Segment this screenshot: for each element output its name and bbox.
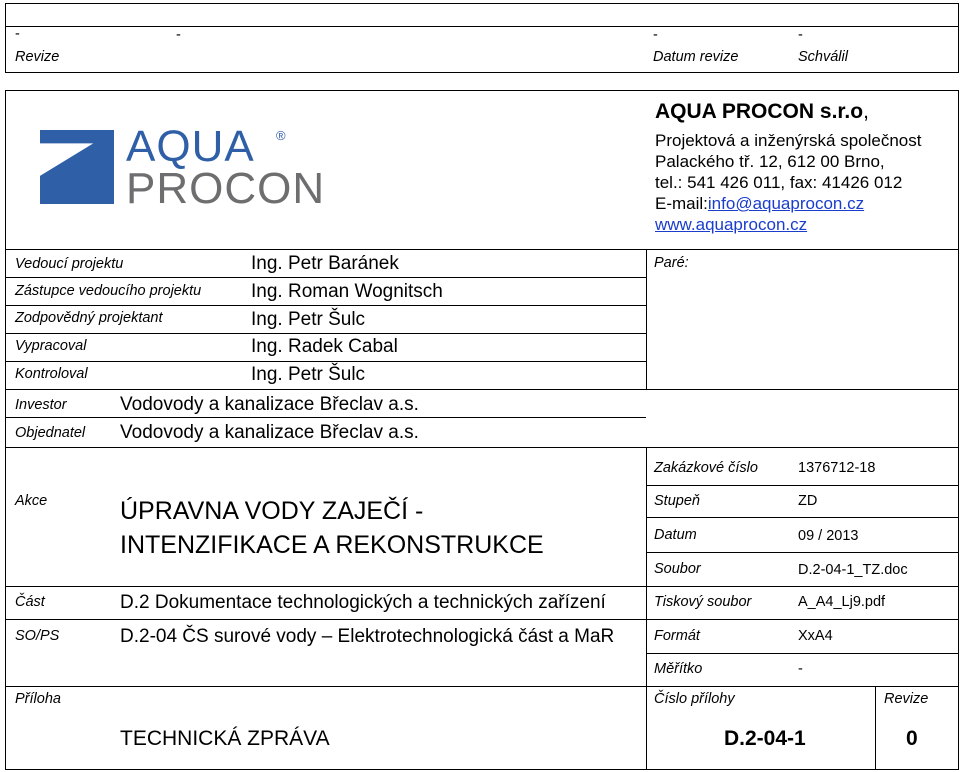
meritko-label: Měřítko [654, 661, 703, 677]
so-ps-value: D.2-04 ČS surové vody – Elektrotechnologická část a MaR [120, 626, 615, 647]
company-line-1: Projektová a inženýrská společnost [655, 131, 922, 150]
revize-label: Revize [884, 691, 929, 707]
akce-title-line-1: ÚPRAVNA VODY ZAJEČÍ - [120, 497, 424, 525]
revision-dash-3: - [653, 27, 658, 43]
akce-title-line-2: INTENZIFIKACE A REKONSTRUKCE [120, 531, 544, 559]
email-link[interactable]: info@aquaprocon.cz [707, 194, 865, 213]
cislo-prilohy-value: D.2-04-1 [724, 727, 806, 750]
company-name-suffix: , [863, 100, 869, 123]
company-email-line [655, 194, 864, 214]
company-name: AQUA PROCON s.r.o [655, 100, 864, 123]
revize-value: 0 [906, 727, 918, 750]
team-label-vedouci: Vedoucí projektu [15, 256, 124, 272]
team-label-zodpovedny: Zodpovědný projektant [15, 310, 163, 326]
email-prefix: E-mail: [655, 194, 708, 213]
cislo-prilohy-label: Číslo přílohy [654, 691, 735, 707]
objednatel-label: Objednatel [15, 425, 86, 441]
stupen-value: ZD [798, 493, 818, 509]
investor-value: Vodovody a kanalizace Břeclav a.s. [120, 394, 419, 415]
priloha-value: TECHNICKÁ ZPRÁVA [120, 727, 330, 750]
pare-label: Paré: [654, 255, 689, 271]
company-line-3: tel.: 541 426 011, fax: 41426 012 [655, 173, 903, 192]
web-link[interactable]: www.aquaprocon.cz [655, 215, 808, 234]
format-label: Formát [654, 628, 700, 644]
soubor-label: Soubor [654, 561, 701, 577]
company-logo [40, 122, 340, 213]
team-name-vypracoval: Ing. Radek Cabal [251, 336, 398, 357]
cast-value: D.2 Dokumentace technologických a technických zařízení [120, 592, 606, 613]
so-ps-label: SO/PS [15, 628, 60, 644]
company-line-2: Palackého tř. 12, 612 00 Brno, [655, 152, 885, 171]
logo-registered: ® [276, 128, 286, 143]
zakazkove-label: Zakázkové číslo [654, 460, 758, 476]
format-value: XxA4 [798, 628, 833, 644]
team-name-zodpovedny: Ing. Petr Šulc [251, 309, 366, 330]
akce-label: Akce [15, 493, 48, 509]
team-name-kontroloval: Ing. Petr Šulc [251, 364, 366, 385]
meritko-value: - [798, 661, 803, 677]
schvalil-header-label: Schválil [798, 49, 848, 65]
soubor-value: D.2-04-1_TZ.doc [798, 562, 908, 578]
investor-label: Investor [15, 397, 67, 413]
tiskovy-label: Tiskový soubor [654, 594, 752, 610]
datum-revize-header-label: Datum revize [653, 49, 739, 65]
revision-dash-1: - [15, 26, 20, 42]
team-label-zastupce: Zástupce vedoucího projektu [15, 283, 202, 299]
team-name-zastupce: Ing. Roman Wognitsch [251, 281, 443, 302]
cast-label: Část [15, 594, 45, 610]
revision-dash-4: - [798, 27, 803, 43]
logo-text-procon: PROCON [126, 164, 326, 213]
team-label-kontroloval: Kontroloval [15, 366, 88, 382]
revision-dash-2: - [176, 27, 181, 43]
company-name-line [655, 100, 869, 124]
logo-text-aqua: AQUA [126, 122, 255, 171]
stupen-label: Stupeň [654, 493, 700, 509]
team-label-vypracoval: Vypracoval [15, 338, 87, 354]
company-web-line [655, 215, 807, 235]
objednatel-value: Vodovody a kanalizace Břeclav a.s. [120, 422, 419, 443]
datum-label: Datum [654, 527, 697, 543]
revize-header-label: Revize [15, 49, 60, 65]
tiskovy-value: A_A4_Lj9.pdf [798, 594, 886, 610]
zakazkove-value: 1376712-18 [798, 460, 876, 476]
datum-value: 09 / 2013 [798, 528, 859, 544]
team-name-vedouci: Ing. Petr Baránek [251, 253, 399, 274]
logo-mark [40, 130, 114, 204]
priloha-label: Příloha [15, 691, 61, 707]
